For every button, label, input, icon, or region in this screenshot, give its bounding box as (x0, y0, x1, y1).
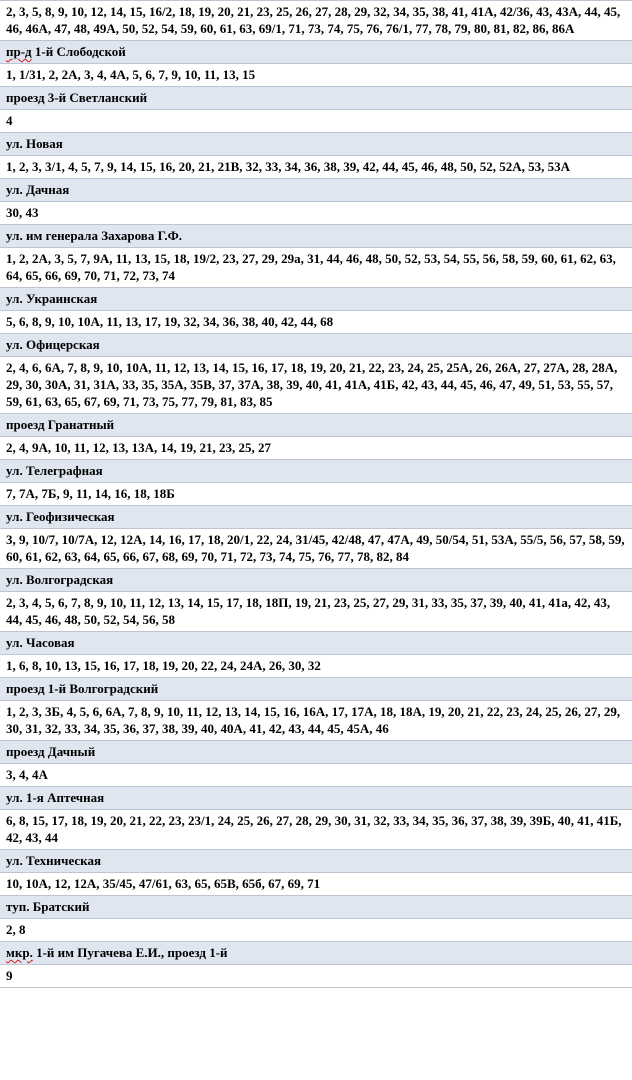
house-numbers-row: 1, 6, 8, 10, 13, 15, 16, 17, 18, 19, 20, 22, 24, 24А, 26, 30, 32 (0, 655, 632, 678)
street-name-row: ул. Телеграфная (0, 460, 632, 483)
spellcheck-underline: пр-д (6, 44, 32, 59)
house-numbers-row: 5, 6, 8, 9, 10, 10А, 11, 13, 17, 19, 32, 34, 36, 38, 40, 42, 44, 68 (0, 311, 632, 334)
street-name-row: ул. Дачная (0, 179, 632, 202)
house-numbers-row: 1, 2, 3, 3Б, 4, 5, 6, 6А, 7, 8, 9, 10, 11, 12, 13, 14, 15, 16, 16А, 17, 17А, 18, 18А, 19, 20, 21, 22, 23, 24, 25, 26, 27, 29, 30, 31, 32, 33, 34, 35, 36, 37, 38, 39, 40, 40А, 41, 42, 43, 44, 45, 45А, 46 (0, 701, 632, 741)
spellcheck-underline: мкр. (6, 945, 33, 960)
house-numbers-row: 7, 7А, 7Б, 9, 11, 14, 16, 18, 18Б (0, 483, 632, 506)
house-numbers-row: 30, 43 (0, 202, 632, 225)
house-numbers-row: 1, 1/31, 2, 2А, 3, 4, 4А, 5, 6, 7, 9, 10, 11, 13, 15 (0, 64, 632, 87)
street-name-row: проезд Дачный (0, 741, 632, 764)
house-numbers-row: 6, 8, 15, 17, 18, 19, 20, 21, 22, 23, 23/1, 24, 25, 26, 27, 28, 29, 30, 31, 32, 33, 34, 35, 36, 37, 38, 39, 39Б, 40, 41, 41Б, 42, 43, 44 (0, 810, 632, 850)
house-numbers-row: 9 (0, 965, 632, 988)
street-name-row: ул. Техническая (0, 850, 632, 873)
street-name-row: проезд 1-й Волгоградский (0, 678, 632, 701)
house-numbers-row: 2, 4, 9А, 10, 11, 12, 13, 13А, 14, 19, 21, 23, 25, 27 (0, 437, 632, 460)
street-name-row (0, 41, 632, 64)
street-name-row: проезд 3-й Светланский (0, 87, 632, 110)
street-name-row: ул. Геофизическая (0, 506, 632, 529)
street-name-row: ул. Волгоградская (0, 569, 632, 592)
street-name-row: туп. Братский (0, 896, 632, 919)
street-name-row: проезд Гранатный (0, 414, 632, 437)
street-name-row: ул. Новая (0, 133, 632, 156)
street-name-text: 1-й им Пугачева Е.И., проезд 1-й (32, 945, 228, 960)
house-numbers-row: 3, 9, 10/7, 10/7А, 12, 12А, 14, 16, 17, 18, 20/1, 22, 24, 31/45, 42/48, 47, 47А, 49, 50/54, 51, 53А, 55/5, 56, 57, 58, 59, 60, 61, 62, 63, 64, 65, 66, 67, 68, 69, 70, 71, 72, 73, 74, 75, 76, 77, 78, 82, 84 (0, 529, 632, 569)
street-name-row: ул. Часовая (0, 632, 632, 655)
house-numbers-row: 4 (0, 110, 632, 133)
house-numbers-row: 2, 4, 6, 6А, 7, 8, 9, 10, 10А, 11, 12, 13, 14, 15, 16, 17, 18, 19, 20, 21, 22, 23, 24, 25, 25А, 26, 26А, 27, 27А, 28, 28А, 29, 30, 30А, 31, 31А, 33, 35, 35А, 35В, 37, 37А, 38, 39, 40, 41, 41А, 41Б, 42, 43, 44, 45, 46, 47, 49, 51, 53, 55, 57, 59, 61, 63, 65, 67, 69, 71, 73, 75, 77, 79, 81, 83, 85 (0, 357, 632, 414)
street-name-text: 1-й Слободской (31, 44, 126, 59)
house-numbers-row: 2, 8 (0, 919, 632, 942)
house-numbers-row: 1, 2, 2А, 3, 5, 7, 9А, 11, 13, 15, 18, 19/2, 23, 27, 29, 29а, 31, 44, 46, 48, 50, 52, 53, 54, 55, 56, 58, 59, 60, 61, 62, 63, 64, 65, 66, 69, 70, 71, 72, 73, 74 (0, 248, 632, 288)
house-numbers-row: 2, 3, 4, 5, 6, 7, 8, 9, 10, 11, 12, 13, 14, 15, 17, 18, 18П, 19, 21, 23, 25, 27, 29, 31, 33, 35, 37, 39, 40, 41, 41а, 42, 43, 44, 45, 46, 48, 50, 52, 54, 56, 58 (0, 592, 632, 632)
house-numbers-row: 2, 3, 5, 8, 9, 10, 12, 14, 15, 16/2, 18, 19, 20, 21, 23, 25, 26, 27, 28, 29, 32, 34, 35, 38, 41, 41А, 42/36, 43, 43А, 44, 45, 46, 46А, 47, 48, 49А, 50, 52, 54, 59, 60, 61, 63, 69/1, 71, 73, 74, 75, 76, 76/1, 77, 78, 79, 80, 81, 82, 86, 86А (0, 1, 632, 41)
street-name-row: ул. Украинская (0, 288, 632, 311)
street-name-row: ул. 1-я Аптечная (0, 787, 632, 810)
house-numbers-row: 10, 10А, 12, 12А, 35/45, 47/61, 63, 65, 65В, 65б, 67, 69, 71 (0, 873, 632, 896)
street-name-row: ул. Офицерская (0, 334, 632, 357)
house-numbers-row: 1, 2, 3, 3/1, 4, 5, 7, 9, 14, 15, 16, 20, 21, 21В, 32, 33, 34, 36, 38, 39, 42, 44, 45, 46, 48, 50, 52, 52А, 53, 53А (0, 156, 632, 179)
house-numbers-row: 3, 4, 4А (0, 764, 632, 787)
street-name-row (0, 942, 632, 965)
street-name-row: ул. им генерала Захарова Г.Ф. (0, 225, 632, 248)
